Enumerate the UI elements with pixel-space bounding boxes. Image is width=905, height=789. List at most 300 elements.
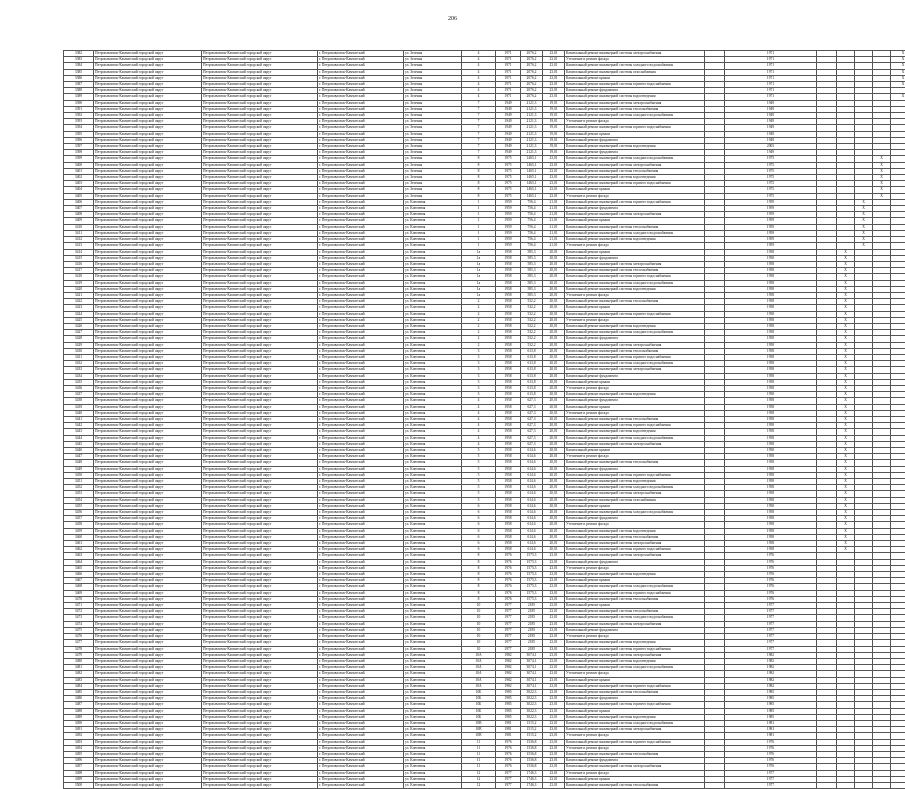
cell-period-2: X bbox=[837, 305, 855, 311]
cell-year-built: 1959 bbox=[496, 206, 521, 212]
cell-wear-percent: 23,01 bbox=[543, 646, 565, 652]
cell-year-built: 1958 bbox=[496, 516, 521, 522]
cell-last-repair-year: 1976 bbox=[725, 572, 817, 578]
cell-municipality: Петропавловск-Камчатский городской округ bbox=[94, 336, 202, 342]
cell-row-number: 3393 bbox=[64, 119, 94, 125]
cell-wear-percent: 20,01 bbox=[543, 435, 565, 441]
cell-street: ул. Ключевая bbox=[404, 423, 462, 429]
cell-municipality: Петропавловск-Камчатский городской округ bbox=[94, 503, 202, 509]
cell-row-number: 3483 bbox=[64, 677, 94, 683]
cell-house-number: 4 bbox=[462, 441, 496, 447]
cell-street: ул. Зеленая bbox=[404, 57, 462, 63]
cell-settlement: Петропавловск-Камчатский городской округ bbox=[202, 230, 318, 236]
cell-house-number: 8 bbox=[462, 175, 496, 181]
cell-municipality: Петропавловск-Камчатский городской округ bbox=[94, 305, 202, 311]
cell-last-repair-year: 1959 bbox=[725, 212, 817, 218]
cell-house-number: 4 bbox=[462, 51, 496, 57]
cell-city: г. Петропавловск-Камчатский bbox=[318, 404, 404, 410]
cell-wear-percent: 23,01 bbox=[543, 603, 565, 609]
cell-total-area: 2076,2 bbox=[521, 57, 543, 63]
cell-last-repair-year: 1958 bbox=[725, 385, 817, 391]
cell-settlement: Петропавловск-Камчатский городской округ bbox=[202, 565, 318, 571]
cell-total-area: 3074,1 bbox=[521, 658, 543, 664]
cell-street: ул. Ключевая bbox=[404, 249, 462, 255]
cell-street: ул. Ключевая bbox=[404, 237, 462, 243]
cell-municipality: Петропавловск-Камчатский городской округ bbox=[94, 472, 202, 478]
cell-city: г. Петропавловск-Камчатский bbox=[318, 503, 404, 509]
cell-house-number: 7 bbox=[462, 106, 496, 112]
cell-city: г. Петропавловск-Камчатский bbox=[318, 696, 404, 702]
cell-last-repair-year: 1977 bbox=[725, 782, 817, 788]
cell-street: ул. Ключевая bbox=[404, 199, 462, 205]
cell-work-type: Утепление и ремонт фасада bbox=[565, 243, 705, 249]
cell-last-repair-year: 1975 bbox=[725, 168, 817, 174]
cell-year-built: 1977 bbox=[496, 782, 521, 788]
cell-last-repair-year: 1949 bbox=[725, 100, 817, 106]
cell-house-number: 10Б bbox=[462, 696, 496, 702]
cell-total-area: 627,3 bbox=[521, 416, 543, 422]
cell-year-built: 1981 bbox=[496, 720, 521, 726]
cell-last-repair-year: 1958 bbox=[725, 354, 817, 360]
cell-wear-percent: 20,01 bbox=[543, 404, 565, 410]
cell-wear-percent: 23,01 bbox=[543, 621, 565, 627]
cell-house-number: 3 bbox=[462, 354, 496, 360]
cell-city: г. Петропавловск-Камчатский bbox=[318, 305, 404, 311]
cell-year-built: 1976 bbox=[496, 572, 521, 578]
cell-last-repair-year: 1971 bbox=[725, 57, 817, 63]
cell-street: ул. Ключевая bbox=[404, 541, 462, 547]
cell-total-area: 614,6 bbox=[521, 528, 543, 534]
cell-city: г. Петропавловск-Камчатский bbox=[318, 621, 404, 627]
cell-row-number: 3384 bbox=[64, 63, 94, 69]
cell-street: ул. Зеленая bbox=[404, 156, 462, 162]
cell-total-area: 1536,8 bbox=[521, 764, 543, 770]
cell-row-number: 3396 bbox=[64, 137, 94, 143]
cell-settlement: Петропавловск-Камчатский городской округ bbox=[202, 497, 318, 503]
cell-street: ул. Ключевая bbox=[404, 336, 462, 342]
cell-period-4: X bbox=[873, 193, 891, 199]
cell-house-number: 8 bbox=[462, 590, 496, 596]
cell-municipality: Петропавловск-Камчатский городской округ bbox=[94, 609, 202, 615]
cell-city: г. Петропавловск-Камчатский bbox=[318, 131, 404, 137]
cell-house-number: 4 bbox=[462, 404, 496, 410]
cell-settlement: Петропавловск-Камчатский городской округ bbox=[202, 237, 318, 243]
cell-settlement: Петропавловск-Камчатский городской округ bbox=[202, 646, 318, 652]
cell-street: ул. Ключевая bbox=[404, 354, 462, 360]
cell-wear-percent: 20,01 bbox=[543, 323, 565, 329]
cell-work-type: Капитальный ремонт инженерной системы водоотведения bbox=[565, 286, 705, 292]
cell-settlement: Петропавловск-Камчатский городской округ bbox=[202, 261, 318, 267]
cell-row-number: 3415 bbox=[64, 255, 94, 261]
cell-municipality: Петропавловск-Камчатский городской округ bbox=[94, 727, 202, 733]
cell-house-number: 7 bbox=[462, 113, 496, 119]
cell-period-2: X bbox=[837, 261, 855, 267]
cell-last-repair-year: 1958 bbox=[725, 292, 817, 298]
cell-settlement: Петропавловск-Камчатский городской округ bbox=[202, 336, 318, 342]
cell-municipality: Петропавловск-Камчатский городской округ bbox=[94, 168, 202, 174]
cell-wear-percent: 23,01 bbox=[543, 727, 565, 733]
cell-settlement: Петропавловск-Камчатский городской округ bbox=[202, 212, 318, 218]
cell-work-type: Утепление и ремонт фасада bbox=[565, 57, 705, 63]
cell-settlement: Петропавловск-Камчатский городской округ bbox=[202, 187, 318, 193]
cell-period-2: X bbox=[837, 385, 855, 391]
cell-municipality: Петропавловск-Камчатский городской округ bbox=[94, 280, 202, 286]
cell-row-number: 3405 bbox=[64, 193, 94, 199]
cell-street: ул. Ключевая bbox=[404, 764, 462, 770]
cell-work-type: Капитальный ремонт инженерной системы горячего водоснабжения bbox=[565, 311, 705, 317]
cell-municipality: Петропавловск-Камчатский городской округ bbox=[94, 652, 202, 658]
cell-year-built: 1959 bbox=[496, 230, 521, 236]
cell-municipality: Петропавловск-Камчатский городской округ bbox=[94, 63, 202, 69]
cell-street: ул. Ключевая bbox=[404, 441, 462, 447]
cell-work-type: Капитальный ремонт инженерной системы водоотведения bbox=[565, 175, 705, 181]
cell-year-built: 1985 bbox=[496, 689, 521, 695]
cell-work-type: Капитальный ремонт инженерной системы горячего водоснабжения bbox=[565, 472, 705, 478]
cell-last-repair-year: 1958 bbox=[725, 280, 817, 286]
cell-year-built: 1981 bbox=[496, 727, 521, 733]
cell-municipality: Петропавловск-Камчатский городской округ bbox=[94, 243, 202, 249]
cell-period-5: X bbox=[891, 57, 905, 63]
cell-year-built: 1976 bbox=[496, 751, 521, 757]
cell-total-area: 532,2 bbox=[521, 342, 543, 348]
cell-work-type: Капитальный ремонт крыши bbox=[565, 249, 705, 255]
cell-settlement: Петропавловск-Камчатский городской округ bbox=[202, 392, 318, 398]
cell-house-number: 4 bbox=[462, 429, 496, 435]
cell-total-area: 1746,3 bbox=[521, 776, 543, 782]
cell-street: ул. Ключевая bbox=[404, 261, 462, 267]
cell-street: ул. Ключевая bbox=[404, 466, 462, 472]
cell-period-3: X bbox=[855, 218, 873, 224]
cell-year-built: 1985 bbox=[496, 708, 521, 714]
cell-last-repair-year: 1977 bbox=[725, 640, 817, 646]
cell-row-number: 3401 bbox=[64, 168, 94, 174]
cell-wear-percent: 20,01 bbox=[543, 336, 565, 342]
cell-work-type: Капитальный ремонт инженерной системы теплоснабжения bbox=[565, 268, 705, 274]
cell-work-type: Капитальный ремонт инженерной системы горячего водоснабжения bbox=[565, 354, 705, 360]
cell-year-built: 1977 bbox=[496, 776, 521, 782]
cell-total-area: 614,6 bbox=[521, 479, 543, 485]
cell-row-number: 3392 bbox=[64, 113, 94, 119]
cell-total-area: 614,6 bbox=[521, 454, 543, 460]
cell-last-repair-year: 1958 bbox=[725, 528, 817, 534]
cell-city: г. Петропавловск-Камчатский bbox=[318, 553, 404, 559]
cell-wear-percent: 23,01 bbox=[543, 714, 565, 720]
cell-last-repair-year: 1958 bbox=[725, 323, 817, 329]
cell-period-2: X bbox=[837, 348, 855, 354]
cell-city: г. Петропавловск-Камчатский bbox=[318, 776, 404, 782]
cell-city: г. Петропавловск-Камчатский bbox=[318, 82, 404, 88]
cell-last-repair-year: 1971 bbox=[725, 94, 817, 100]
cell-city: г. Петропавловск-Камчатский bbox=[318, 168, 404, 174]
cell-work-type: Капитальный ремонт инженерной системы горячего водоснабжения bbox=[565, 646, 705, 652]
cell-house-number: 7 bbox=[462, 131, 496, 137]
cell-work-type: Капитальный ремонт крыши bbox=[565, 131, 705, 137]
cell-work-type: Капитальный ремонт инженерной системы холодного водоснабжения bbox=[565, 485, 705, 491]
cell-municipality: Петропавловск-Камчатский городской округ bbox=[94, 125, 202, 131]
cell-settlement: Петропавловск-Камчатский городской округ bbox=[202, 63, 318, 69]
cell-municipality: Петропавловск-Камчатский городской округ bbox=[94, 491, 202, 497]
cell-wear-percent: 23,01 bbox=[543, 559, 565, 565]
cell-total-area: 532,2 bbox=[521, 323, 543, 329]
cell-municipality: Петропавловск-Камчатский городской округ bbox=[94, 770, 202, 776]
cell-year-built: 1959 bbox=[496, 218, 521, 224]
cell-house-number: 7 bbox=[462, 100, 496, 106]
cell-city: г. Петропавловск-Камчатский bbox=[318, 720, 404, 726]
cell-wear-percent: 20,01 bbox=[543, 367, 565, 373]
cell-municipality: Петропавловск-Камчатский городской округ bbox=[94, 460, 202, 466]
cell-wear-percent: 23,01 bbox=[543, 193, 565, 199]
cell-work-type: Капитальный ремонт инженерной системы электроснабжения bbox=[565, 764, 705, 770]
cell-period-4: X bbox=[873, 156, 891, 162]
cell-city: г. Петропавловск-Камчатский bbox=[318, 69, 404, 75]
cell-year-built: 1958 bbox=[496, 541, 521, 547]
cell-house-number: 10А bbox=[462, 665, 496, 671]
cell-row-number: 3383 bbox=[64, 57, 94, 63]
cell-year-built: 1958 bbox=[496, 379, 521, 385]
cell-wear-percent: 23,01 bbox=[543, 671, 565, 677]
cell-settlement: Петропавловск-Камчатский городской округ bbox=[202, 137, 318, 143]
cell-city: г. Петропавловск-Камчатский bbox=[318, 510, 404, 516]
cell-house-number: 10 bbox=[462, 603, 496, 609]
cell-year-built: 1958 bbox=[496, 429, 521, 435]
cell-row-number: 3489 bbox=[64, 714, 94, 720]
cell-wear-percent: 23,01 bbox=[543, 63, 565, 69]
cell-wear-percent: 21,01 bbox=[543, 243, 565, 249]
cell-settlement: Петропавловск-Камчатский городской округ bbox=[202, 776, 318, 782]
cell-municipality: Петропавловск-Камчатский городской округ bbox=[94, 559, 202, 565]
cell-year-built: 1982 bbox=[496, 665, 521, 671]
cell-total-area: 756,4 bbox=[521, 243, 543, 249]
cell-city: г. Петропавловск-Камчатский bbox=[318, 603, 404, 609]
cell-row-number: 3441 bbox=[64, 416, 94, 422]
cell-year-built: 1975 bbox=[496, 175, 521, 181]
cell-street: ул. Ключевая bbox=[404, 640, 462, 646]
cell-wear-percent: 23,01 bbox=[543, 702, 565, 708]
cell-street: ул. Ключевая bbox=[404, 274, 462, 280]
cell-period-2: X bbox=[837, 255, 855, 261]
cell-settlement: Петропавловск-Камчатский городской округ bbox=[202, 534, 318, 540]
cell-street: ул. Зеленая bbox=[404, 193, 462, 199]
cell-period-5 bbox=[891, 782, 905, 788]
cell-house-number: 11 bbox=[462, 758, 496, 764]
cell-work-type: Капитальный ремонт фундамента bbox=[565, 466, 705, 472]
cell-period-2: X bbox=[837, 503, 855, 509]
cell-total-area: 1515,2 bbox=[521, 720, 543, 726]
cell-total-area: 532,2 bbox=[521, 305, 543, 311]
cell-last-repair-year: 1971 bbox=[725, 88, 817, 94]
cell-wear-percent: 23,01 bbox=[543, 57, 565, 63]
cell-wear-percent: 23,01 bbox=[543, 764, 565, 770]
cell-settlement: Петропавловск-Камчатский городской округ bbox=[202, 367, 318, 373]
cell-settlement: Петропавловск-Камчатский городской округ bbox=[202, 479, 318, 485]
cell-row-number: 3386 bbox=[64, 75, 94, 81]
cell-city: г. Петропавловск-Камчатский bbox=[318, 379, 404, 385]
cell-wear-percent: 20,01 bbox=[543, 491, 565, 497]
cell-total-area: 1515,2 bbox=[521, 733, 543, 739]
cell-total-area: 614,6 bbox=[521, 460, 543, 466]
cell-total-area: 756,4 bbox=[521, 199, 543, 205]
cell-house-number: 1а bbox=[462, 286, 496, 292]
cell-wear-percent: 20,01 bbox=[543, 311, 565, 317]
cell-work-type: Утепление и ремонт фасада bbox=[565, 565, 705, 571]
cell-row-number: 3459 bbox=[64, 528, 94, 534]
cell-wear-percent: 20,01 bbox=[543, 541, 565, 547]
cell-year-built: 1985 bbox=[496, 696, 521, 702]
cell-street: ул. Зеленая bbox=[404, 187, 462, 193]
cell-total-area: 2121,3 bbox=[521, 137, 543, 143]
cell-settlement: Петропавловск-Камчатский городской округ bbox=[202, 218, 318, 224]
cell-last-repair-year: 1958 bbox=[725, 336, 817, 342]
cell-settlement: Петропавловск-Камчатский городской округ bbox=[202, 485, 318, 491]
cell-row-number: 3444 bbox=[64, 435, 94, 441]
cell-period-2: X bbox=[837, 472, 855, 478]
cell-period-2: X bbox=[837, 292, 855, 298]
cell-work-type: Капитальный ремонт инженерной системы горячего водоснабжения bbox=[565, 199, 705, 205]
cell-city: г. Петропавловск-Камчатский bbox=[318, 745, 404, 751]
cell-row-number: 3496 bbox=[64, 758, 94, 764]
cell-municipality: Петропавловск-Камчатский городской округ bbox=[94, 113, 202, 119]
cell-work-type: Капитальный ремонт фундамента bbox=[565, 150, 705, 156]
cell-year-built: 1976 bbox=[496, 553, 521, 559]
cell-row-number: 3391 bbox=[64, 106, 94, 112]
cell-period-5: X bbox=[891, 51, 905, 57]
cell-municipality: Петропавловск-Камчатский городской округ bbox=[94, 150, 202, 156]
cell-work-type: Капитальный ремонт фундамента bbox=[565, 336, 705, 342]
cell-year-built: 1975 bbox=[496, 193, 521, 199]
cell-work-type: Капитальный ремонт инженерной системы водоотведения bbox=[565, 479, 705, 485]
cell-period-2: X bbox=[837, 510, 855, 516]
cell-last-repair-year: 1958 bbox=[725, 305, 817, 311]
cell-house-number: 8 bbox=[462, 168, 496, 174]
cell-municipality: Петропавловск-Камчатский городской округ bbox=[94, 640, 202, 646]
cell-municipality: Петропавловск-Камчатский городской округ bbox=[94, 658, 202, 664]
cell-house-number: 11 bbox=[462, 764, 496, 770]
cell-row-number: 3451 bbox=[64, 479, 94, 485]
cell-house-number: 12 bbox=[462, 776, 496, 782]
cell-work-type: Капитальный ремонт крыши bbox=[565, 305, 705, 311]
cell-last-repair-year: 1976 bbox=[725, 751, 817, 757]
cell-total-area: 2076,2 bbox=[521, 69, 543, 75]
cell-last-repair-year: 1958 bbox=[725, 460, 817, 466]
cell-house-number: 4 bbox=[462, 423, 496, 429]
cell-row-number: 3494 bbox=[64, 745, 94, 751]
cell-wear-percent: 23,01 bbox=[543, 187, 565, 193]
cell-row-number: 3485 bbox=[64, 689, 94, 695]
cell-settlement: Петропавловск-Камчатский городской округ bbox=[202, 398, 318, 404]
cell-row-number: 3409 bbox=[64, 218, 94, 224]
cell-year-built: 1976 bbox=[496, 559, 521, 565]
cell-period-5: X bbox=[891, 82, 905, 88]
cell-wear-percent: 20,01 bbox=[543, 441, 565, 447]
cell-street: ул. Ключевая bbox=[404, 348, 462, 354]
cell-total-area: 614,6 bbox=[521, 485, 543, 491]
cell-year-built: 1958 bbox=[496, 491, 521, 497]
cell-city: г. Петропавловск-Камчатский bbox=[318, 187, 404, 193]
cell-city: г. Петропавловск-Камчатский bbox=[318, 541, 404, 547]
cell-wear-percent: 20,01 bbox=[543, 249, 565, 255]
cell-work-type: Капитальный ремонт фундамента bbox=[565, 88, 705, 94]
cell-work-type: Утепление и ремонт фасада bbox=[565, 671, 705, 677]
cell-house-number: 3 bbox=[462, 367, 496, 373]
cell-work-type: Капитальный ремонт инженерной системы теплоснабжения bbox=[565, 534, 705, 540]
cell-house-number: 5 bbox=[462, 466, 496, 472]
cell-work-type: Капитальный ремонт фундамента bbox=[565, 137, 705, 143]
cell-year-built: 1976 bbox=[496, 596, 521, 602]
cell-last-repair-year: 1985 bbox=[725, 689, 817, 695]
cell-street: ул. Ключевая bbox=[404, 677, 462, 683]
cell-last-repair-year: 1958 bbox=[725, 255, 817, 261]
cell-work-type: Капитальный ремонт инженерной системы электроснабжения bbox=[565, 621, 705, 627]
cell-settlement: Петропавловск-Камчатский городской округ bbox=[202, 634, 318, 640]
cell-total-area: 614,6 bbox=[521, 491, 543, 497]
cell-street: ул. Ключевая bbox=[404, 305, 462, 311]
cell-total-area: 1575,3 bbox=[521, 578, 543, 584]
cell-year-built: 1976 bbox=[496, 578, 521, 584]
cell-last-repair-year: 1949 bbox=[725, 137, 817, 143]
cell-work-type: Капитальный ремонт фундамента bbox=[565, 255, 705, 261]
cell-total-area: 1575,3 bbox=[521, 590, 543, 596]
cell-total-area: 1515,2 bbox=[521, 727, 543, 733]
cell-year-built: 1976 bbox=[496, 590, 521, 596]
cell-total-area: 627,3 bbox=[521, 429, 543, 435]
cell-city: г. Петропавловск-Камчатский bbox=[318, 94, 404, 100]
cell-wear-percent: 20,01 bbox=[543, 410, 565, 416]
cell-last-repair-year: 1958 bbox=[725, 416, 817, 422]
cell-last-repair-year: 1977 bbox=[725, 646, 817, 652]
cell-row-number: 3469 bbox=[64, 590, 94, 596]
cell-city: г. Петропавловск-Камчатский bbox=[318, 317, 404, 323]
cell-work-type: Капитальный ремонт инженерной системы теплоснабжения bbox=[565, 224, 705, 230]
cell-row-number: 3477 bbox=[64, 640, 94, 646]
cell-row-number: 3414 bbox=[64, 249, 94, 255]
cell-year-built: 1958 bbox=[496, 410, 521, 416]
cell-municipality: Петропавловск-Камчатский городской округ bbox=[94, 429, 202, 435]
cell-wear-percent: 23,01 bbox=[543, 708, 565, 714]
cell-row-number: 3434 bbox=[64, 373, 94, 379]
cell-wear-percent: 23,01 bbox=[543, 69, 565, 75]
cell-total-area: 2185 bbox=[521, 640, 543, 646]
cell-city: г. Петропавловск-Камчатский bbox=[318, 677, 404, 683]
cell-settlement: Петропавловск-Камчатский городской округ bbox=[202, 714, 318, 720]
cell-municipality: Петропавловск-Камчатский городской округ bbox=[94, 764, 202, 770]
cell-row-number: 3435 bbox=[64, 379, 94, 385]
cell-house-number: 1а bbox=[462, 255, 496, 261]
cell-wear-percent: 23,01 bbox=[543, 751, 565, 757]
cell-city: г. Петропавловск-Камчатский bbox=[318, 547, 404, 553]
cell-wear-percent: 20,01 bbox=[543, 534, 565, 540]
cell-total-area: 585,3 bbox=[521, 261, 543, 267]
cell-last-repair-year: 1976 bbox=[725, 578, 817, 584]
cell-row-number: 3395 bbox=[64, 131, 94, 137]
cell-row-number: 3495 bbox=[64, 751, 94, 757]
cell-street: ул. Зеленая bbox=[404, 88, 462, 94]
cell-house-number: 4 bbox=[462, 416, 496, 422]
cell-row-number: 3437 bbox=[64, 392, 94, 398]
cell-period-4 bbox=[873, 782, 891, 788]
cell-row-number: 3443 bbox=[64, 429, 94, 435]
cell-work-type: Капитальный ремонт инженерной системы водоотведения bbox=[565, 237, 705, 243]
cell-municipality: Петропавловск-Камчатский городской округ bbox=[94, 137, 202, 143]
cell-city: г. Петропавловск-Камчатский bbox=[318, 739, 404, 745]
cell-last-repair-year: 1958 bbox=[725, 373, 817, 379]
cell-year-built: 1971 bbox=[496, 88, 521, 94]
cell-total-area: 585,3 bbox=[521, 255, 543, 261]
cell-row-number: 3404 bbox=[64, 187, 94, 193]
cell-street: ул. Ключевая bbox=[404, 435, 462, 441]
cell-city: г. Петропавловск-Камчатский bbox=[318, 782, 404, 788]
cell-city: г. Петропавловск-Камчатский bbox=[318, 311, 404, 317]
cell-period-2: X bbox=[837, 342, 855, 348]
